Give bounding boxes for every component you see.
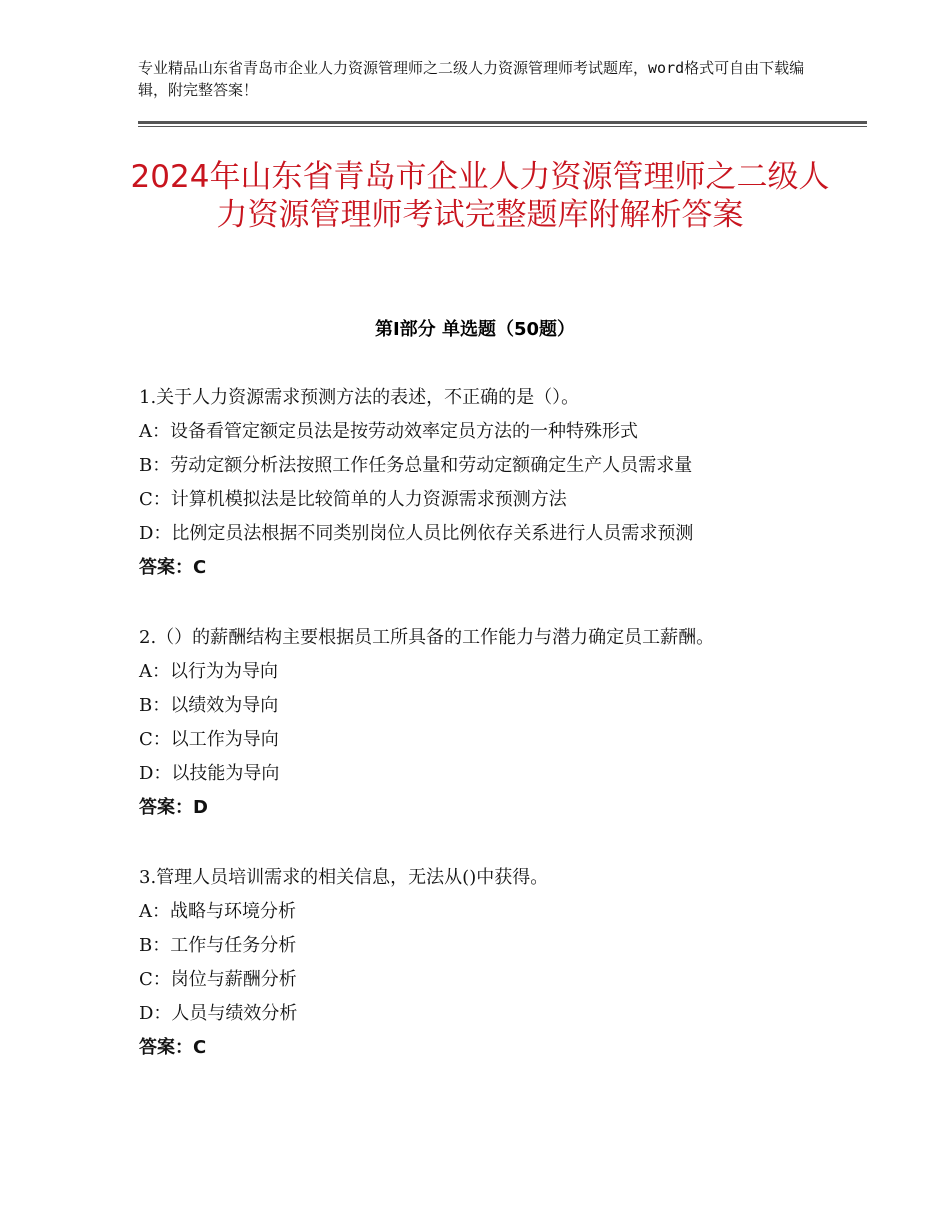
question-stem: 3.管理人员培训需求的相关信息，无法从()中获得。 bbox=[139, 867, 549, 888]
question-1 bbox=[139, 381, 829, 585]
option-d: D：以技能为导向 bbox=[139, 763, 280, 784]
option-b: B：劳动定额分析法按照工作任务总量和劳动定额确定生产人员需求量 bbox=[139, 455, 693, 476]
option-c: C：以工作为导向 bbox=[139, 729, 279, 750]
question-stem: 2.（）的薪酬结构主要根据员工所具备的工作能力与潜力确定员工薪酬。 bbox=[139, 627, 715, 648]
option-c: C：岗位与薪酬分析 bbox=[139, 969, 297, 990]
answer: 答案：C bbox=[139, 1037, 207, 1058]
option-b: B：以绩效为导向 bbox=[139, 695, 279, 716]
header-note: 专业精品山东省青岛市企业人力资源管理师之二级人力资源管理师考试题库，word格式可自由下载编辑，附完整答案！ bbox=[138, 59, 805, 99]
question-list bbox=[139, 381, 829, 1101]
option-b: B：工作与任务分析 bbox=[139, 935, 297, 956]
option-a: A：战略与环境分析 bbox=[139, 901, 296, 922]
header-divider-thin bbox=[138, 126, 867, 127]
header-divider-thick bbox=[138, 121, 867, 124]
question-stem: 1.关于人力资源需求预测方法的表述，不正确的是（）。 bbox=[139, 387, 580, 408]
section-title: 第Ⅰ部分 单选题（50题） bbox=[374, 319, 575, 340]
option-a: A：以行为为导向 bbox=[139, 661, 278, 682]
option-a: A：设备看管定额定员法是按劳动效率定员方法的一种特殊形式 bbox=[139, 421, 638, 442]
answer: 答案：D bbox=[139, 797, 208, 818]
option-d: D：比例定员法根据不同类别岗位人员比例依存关系进行人员需求预测 bbox=[139, 523, 694, 544]
answer: 答案：C bbox=[139, 557, 207, 578]
option-d: D：人员与绩效分析 bbox=[139, 1003, 298, 1024]
option-c: C：计算机模拟法是比较简单的人力资源需求预测方法 bbox=[139, 489, 567, 510]
document-title: 2024年山东省青岛市企业人力资源管理师之二级人力资源管理师考试完整题库附解析答案 bbox=[130, 159, 830, 233]
question-3 bbox=[139, 861, 829, 1065]
question-2 bbox=[139, 621, 829, 825]
